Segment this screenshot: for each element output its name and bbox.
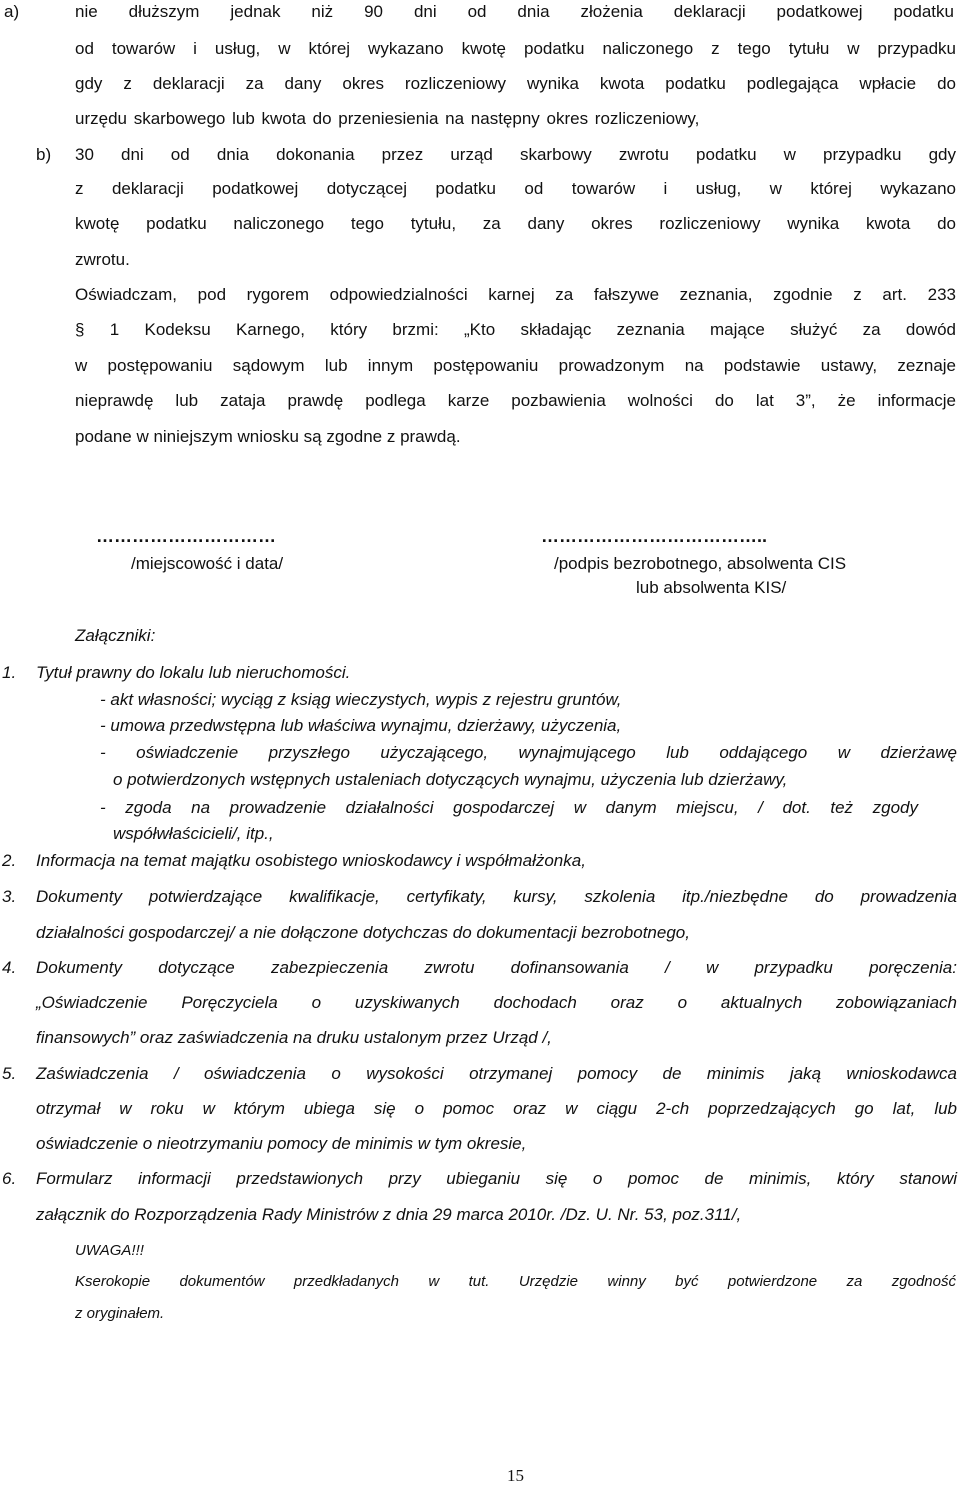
attachment-1-sub-4: o potwierdzonych wstępnych ustaleniach dotyczących wynajmu, użyczenia lub dzierżawy, [113,770,788,789]
attachment-4-line-2: „Oświadczenie Poręczyciela o uzyskiwanych dochodach oraz o aktualnych zobowiązaniach [36,993,957,1012]
section-b-label: b) [36,145,52,164]
attachment-5-line-3: oświadczenie o nieotrzymaniu pomocy de minimis w tym okresie, [36,1134,527,1153]
attachment-1-sub-6: współwłaścicieli/, itp., [113,824,274,843]
attachment-3-line-1: Dokumenty potwierdzające kwalifikacje, certyfikaty, kursy, szkolenia itp./niezbędne do prowadzenia [36,887,957,906]
section-b-line-4: zwrotu. [75,250,130,269]
signature-label-line-2: lub absolwenta KIS/ [636,578,787,597]
attachment-1-number: 1. [2,663,17,682]
warning-title: UWAGA!!! [75,1242,144,1259]
warning-line-1: Kserokopie dokumentów przedkładanych w tut. Urzędzie winny być potwierdzone za zgodność [75,1273,956,1290]
declaration-line-1: Oświadczam, pod rygorem odpowiedzialności karnej za fałszywe zeznania, zgodnie z art. 233 [75,285,956,304]
attachment-2-text: Informacja na temat majątku osobistego wnioskodawcy i współmałżonka, [36,851,586,870]
attachment-1-text: Tytuł prawny do lokalu lub nieruchomości. [36,663,351,682]
declaration-line-3: w postępowaniu sądowym lub innym postępowaniu prowadzonym na podstawie ustawy, zeznaje [75,356,956,375]
declaration-line-5: podane w niniejszym wniosku są zgodne z prawdą. [75,427,461,446]
attachment-1-sub-5: - zgoda na prowadzenie działalności gospodarczej w danym miejscu, / dot. też zgody [100,798,918,817]
place-date-label: /miejscowość i data/ [131,554,284,573]
attachment-4-number: 4. [2,958,17,977]
section-a-line-1: nie dłuższym jednak niż 90 dni od dnia złożenia deklaracji podatkowej podatku [75,2,954,21]
attachment-5-number: 5. [2,1064,17,1083]
attachment-6-line-2: załącznik do Rozporządzenia Rady Ministrów z dnia 29 marca 2010r. /Dz. U. Nr. 53, poz.311/, [36,1205,742,1224]
attachment-6-line-1: Formularz informacji przedstawionych przy ubieganiu się o pomoc de minimis, który stanowi [36,1169,957,1188]
signature-label-line-1: /podpis bezrobotnego, absolwenta CIS [554,554,847,573]
section-a-line-4: urzędu skarbowego lub kwota do przeniesienia na następny okres rozliczeniowy, [75,109,700,128]
attachment-5-line-1: Zaświadczenia / oświadczenia o wysokości otrzymanej pomocy de minimis jaką wnioskodawca [36,1064,957,1083]
attachment-3-number: 3. [2,887,17,906]
attachments-heading: Załączniki: [75,626,156,645]
section-a-line-3: gdy z deklaracji za dany okres rozliczeniowy wynika kwota podatku podlegająca wpłacie do [75,74,956,93]
signature-dotted-line: ……………………………….. [541,526,768,546]
page-number: 15 [507,1466,524,1485]
attachment-1-sub-2: - umowa przedwstępna lub właściwa wynajmu, dzierżawy, użyczenia, [100,716,622,735]
place-date-dotted-line: ………………………… [96,526,276,546]
attachment-1-sub-3: - oświadczenie przyszłego użyczającego, wynajmującego lub oddającego w dzierżawę [100,743,957,762]
attachment-3-line-2: działalności gospodarczej/ a nie dołączone dotychczas do dokumentacji bezrobotnego, [36,923,690,942]
attachment-4-line-3: finansowych” oraz zaświadczenia na druku ustalonym przez Urząd /, [36,1028,552,1047]
attachment-4-line-1: Dokumenty dotyczące zabezpieczenia zwrotu dofinansowania / w przypadku poręczenia: [36,958,957,977]
section-a-line-2: od towarów i usług, w której wykazano kwotę podatku naliczonego z tego tytułu w przypadku [75,39,956,58]
attachment-1-sub-1: - akt własności; wyciąg z ksiąg wieczystych, wypis z rejestru gruntów, [100,690,622,709]
section-b-line-1: 30 dni od dnia dokonania przez urząd skarbowy zwrotu podatku w przypadku gdy [75,145,956,164]
warning-line-2: z oryginałem. [75,1305,165,1322]
section-a-label: a) [4,2,20,21]
declaration-line-2: § 1 Kodeksu Karnego, który brzmi: „Kto składając zeznania mające służyć za dowód [75,320,956,339]
attachment-6-number: 6. [2,1169,17,1188]
declaration-line-4: nieprawdę lub zataja prawdę podlega karze pozbawienia wolności do lat 3”, że informacje [75,391,956,410]
attachment-2-number: 2. [2,851,17,870]
section-b-line-3: kwotę podatku naliczonego tego tytułu, za dany okres rozliczeniowy wynika kwota do [75,214,956,233]
section-b-line-2: z deklaracji podatkowej dotyczącej podatku od towarów i usług, w której wykazano [75,179,956,198]
attachment-5-line-2: otrzymał w roku w którym ubiega się o pomoc oraz w ciągu 2-ch poprzedzających go lat, lub [36,1099,957,1118]
